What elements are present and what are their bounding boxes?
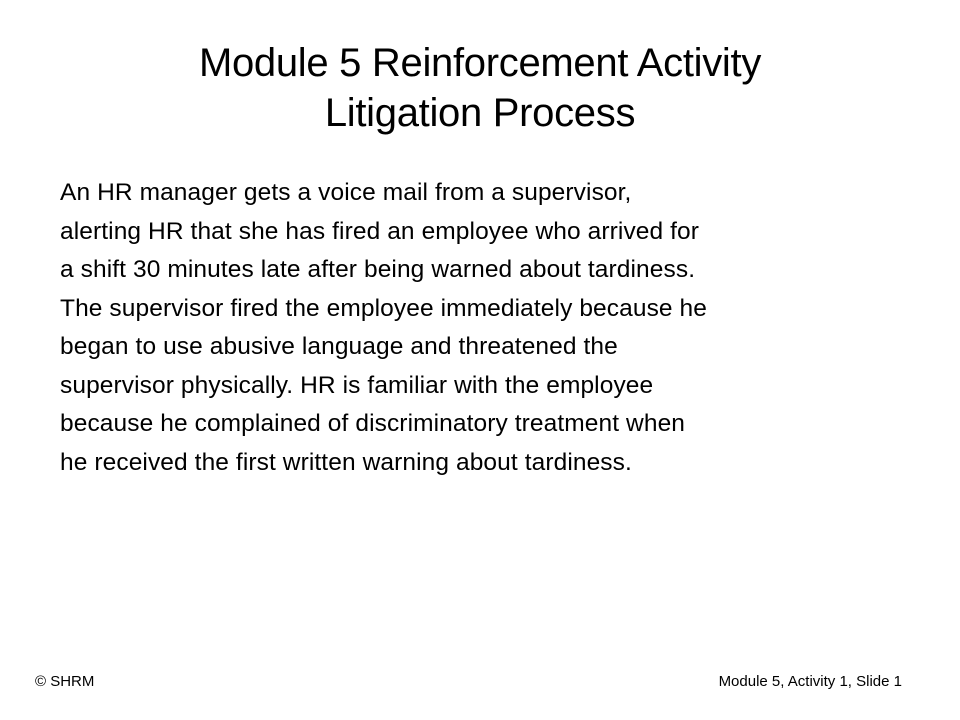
title-line-2: Litigation Process (324, 91, 636, 135)
body-line-7: because he complained of discriminatory treatment when (60, 410, 686, 437)
footer-copyright: © SHRM (35, 673, 95, 690)
body-line-2: alerting HR that she has fired an employee who arrived for (60, 217, 700, 245)
scenario-text (60, 174, 910, 482)
body-line-6: supervisor physically. HR is familiar with the employee (60, 371, 654, 399)
body-line-4: The supervisor fired the employee immediately because he (60, 294, 708, 322)
body-line-8: he received the first written warning about tardiness. (60, 448, 632, 476)
body-line-5: began to use abusive language and threatened the (60, 333, 618, 360)
title-line-1: Module 5 Reinforcement Activity (198, 41, 762, 85)
slide-title (0, 38, 960, 138)
body-line-1: An HR manager gets a voice mail from a supervisor, (60, 179, 632, 206)
footer-slide-reference: Module 5, Activity 1, Slide 1 (718, 673, 902, 690)
body-line-3: a shift 30 minutes late after being warned about tardiness. (60, 256, 696, 283)
